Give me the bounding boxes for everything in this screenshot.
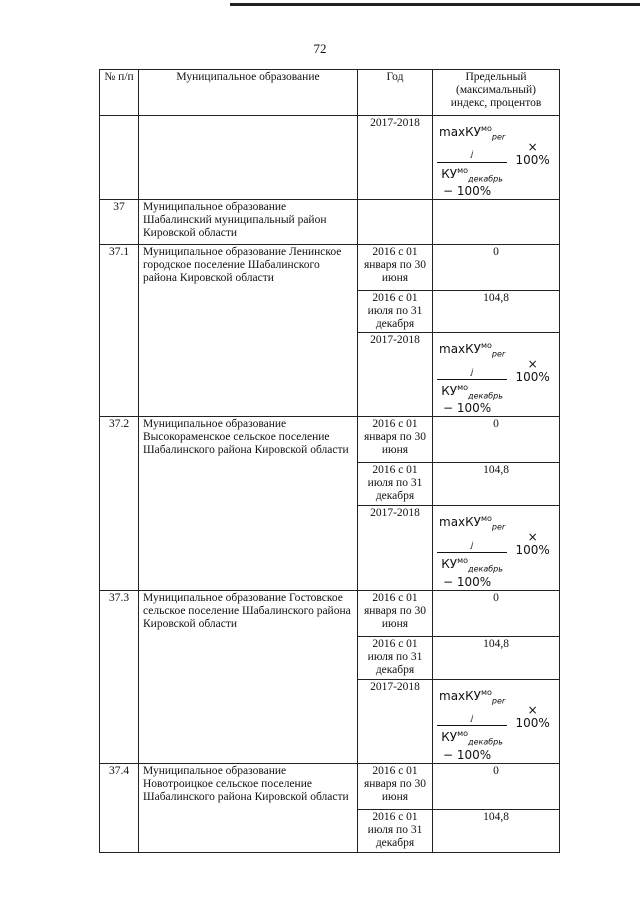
- row-num: 37: [100, 200, 139, 245]
- row-index: 104,8: [433, 636, 560, 679]
- row-index: 0: [433, 417, 560, 463]
- row-index: 0: [433, 245, 560, 291]
- formula-cell: [433, 506, 560, 590]
- numerator-sub: per j: [470, 132, 506, 159]
- header-municipality: Муниципальное образование: [139, 70, 358, 116]
- formula-minus: − 100%: [443, 184, 492, 199]
- header-index: Предельный (максимальный) индекс, процентов: [433, 70, 560, 116]
- denominator-sup: мо: [457, 556, 469, 566]
- row-year: 2016 с 01 июля по 31 декабря: [358, 463, 433, 506]
- table-header-row: [100, 70, 560, 116]
- formula-fraction: [437, 122, 507, 185]
- table-row: [100, 200, 560, 245]
- index-formula: [437, 686, 555, 749]
- formula-times: × 100%: [515, 139, 550, 167]
- row-year: 2016 с 01 июля по 31 декабря: [358, 291, 433, 333]
- row-name: Муниципальное образование Шабалинский муниципальный район Кировской области: [139, 200, 358, 245]
- row-index: 0: [433, 590, 560, 636]
- row-year: 2017-2018: [358, 679, 433, 763]
- denominator-sub: декабрь: [468, 564, 503, 574]
- row-name: Муниципальное образование Ленинское городское поселение Шабалинского района Кировской области: [139, 245, 358, 417]
- row-index: 104,8: [433, 463, 560, 506]
- numerator-base: maxКУ: [439, 125, 481, 139]
- table-row: [100, 417, 560, 463]
- table-row: [100, 245, 560, 291]
- formula-fraction: [437, 686, 507, 749]
- numerator-sup: мо: [480, 341, 492, 351]
- numerator-base: maxКУ: [439, 515, 481, 530]
- numerator-sup: мо: [480, 687, 492, 697]
- row-name: Муниципальное образование Гостовское сельское поселение Шабалинского района Кировской области: [139, 590, 358, 763]
- row-name: [139, 116, 358, 200]
- row-year: 2017-2018: [358, 116, 433, 200]
- table-row: [100, 590, 560, 636]
- formula-denominator: [437, 380, 507, 402]
- row-num: 37.4: [100, 763, 139, 852]
- row-name: Муниципальное образование Новотроицкое сельское поселение Шабалинского района Кировской области: [139, 763, 358, 852]
- row-index: [433, 200, 560, 245]
- formula-times: × 100%: [515, 356, 550, 384]
- row-year: 2016 с 01 июля по 31 декабря: [358, 636, 433, 679]
- index-formula: [437, 512, 555, 575]
- numerator-sub: per j: [470, 695, 506, 723]
- formula-numerator: [437, 122, 507, 163]
- row-year: 2016 с 01 января по 30 июня: [358, 763, 433, 809]
- denominator-sub: декабрь: [468, 391, 503, 401]
- formula-fraction: [437, 339, 507, 402]
- numerator-sup: мо: [480, 514, 492, 524]
- row-year: 2016 с 01 января по 30 июня: [358, 417, 433, 463]
- row-year: [358, 200, 433, 245]
- denominator-base: КУ: [441, 383, 458, 398]
- header-num: № п/п: [100, 70, 139, 116]
- formula-denominator: [437, 553, 507, 575]
- formula-numerator: [437, 339, 507, 380]
- formula-cell: [433, 679, 560, 763]
- formula-times: × 100%: [515, 529, 550, 557]
- index-formula: [437, 339, 555, 402]
- formula-times: × 100%: [515, 703, 550, 731]
- row-year: 2016 с 01 января по 30 июня: [358, 590, 433, 636]
- numerator-sub: per j: [470, 349, 506, 376]
- numerator-sub: per j: [470, 522, 506, 550]
- row-year: 2016 с 01 января по 30 июня: [358, 245, 433, 291]
- formula-numerator: [437, 512, 507, 553]
- row-num: [100, 116, 139, 200]
- formula-minus: − 100%: [443, 401, 492, 416]
- row-num: 37.3: [100, 590, 139, 763]
- formula-denominator: [437, 726, 507, 748]
- denominator-sup: мо: [457, 382, 469, 392]
- denominator-base: КУ: [441, 166, 458, 181]
- page-number: 72: [313, 41, 327, 56]
- row-num: 37.2: [100, 417, 139, 590]
- formula-cell: [433, 116, 560, 200]
- numerator-base: maxКУ: [439, 342, 481, 357]
- formula-cell: [433, 333, 560, 417]
- row-index: 104,8: [433, 809, 560, 852]
- formula-numerator: [437, 686, 507, 727]
- formula-fraction: [437, 512, 507, 575]
- denominator-base: КУ: [441, 557, 458, 572]
- denominator-sup: мо: [457, 729, 469, 739]
- tariff-index-table: [99, 69, 560, 853]
- formula-minus: − 100%: [443, 747, 492, 762]
- formula-minus: − 100%: [443, 574, 492, 589]
- numerator-base: maxКУ: [439, 688, 481, 703]
- denominator-sup: мо: [457, 165, 469, 175]
- scan-border-line: [230, 3, 640, 6]
- header-year: Год: [358, 70, 433, 116]
- index-formula: [437, 122, 555, 185]
- row-index: 104,8: [433, 291, 560, 333]
- denominator-sub: декабрь: [468, 174, 503, 184]
- row-year: 2016 с 01 июля по 31 декабря: [358, 809, 433, 852]
- table-row: [100, 763, 560, 809]
- table-row: [100, 116, 560, 200]
- row-year: 2017-2018: [358, 333, 433, 417]
- row-index: 0: [433, 763, 560, 809]
- denominator-sub: декабрь: [468, 737, 503, 747]
- row-year: 2017-2018: [358, 506, 433, 590]
- numerator-sup: мо: [480, 124, 492, 133]
- denominator-base: КУ: [441, 730, 458, 745]
- formula-denominator: [437, 163, 507, 185]
- row-name: Муниципальное образование Высокораменское сельское поселение Шабалинского района Кировской области: [139, 417, 358, 590]
- row-num: 37.1: [100, 245, 139, 417]
